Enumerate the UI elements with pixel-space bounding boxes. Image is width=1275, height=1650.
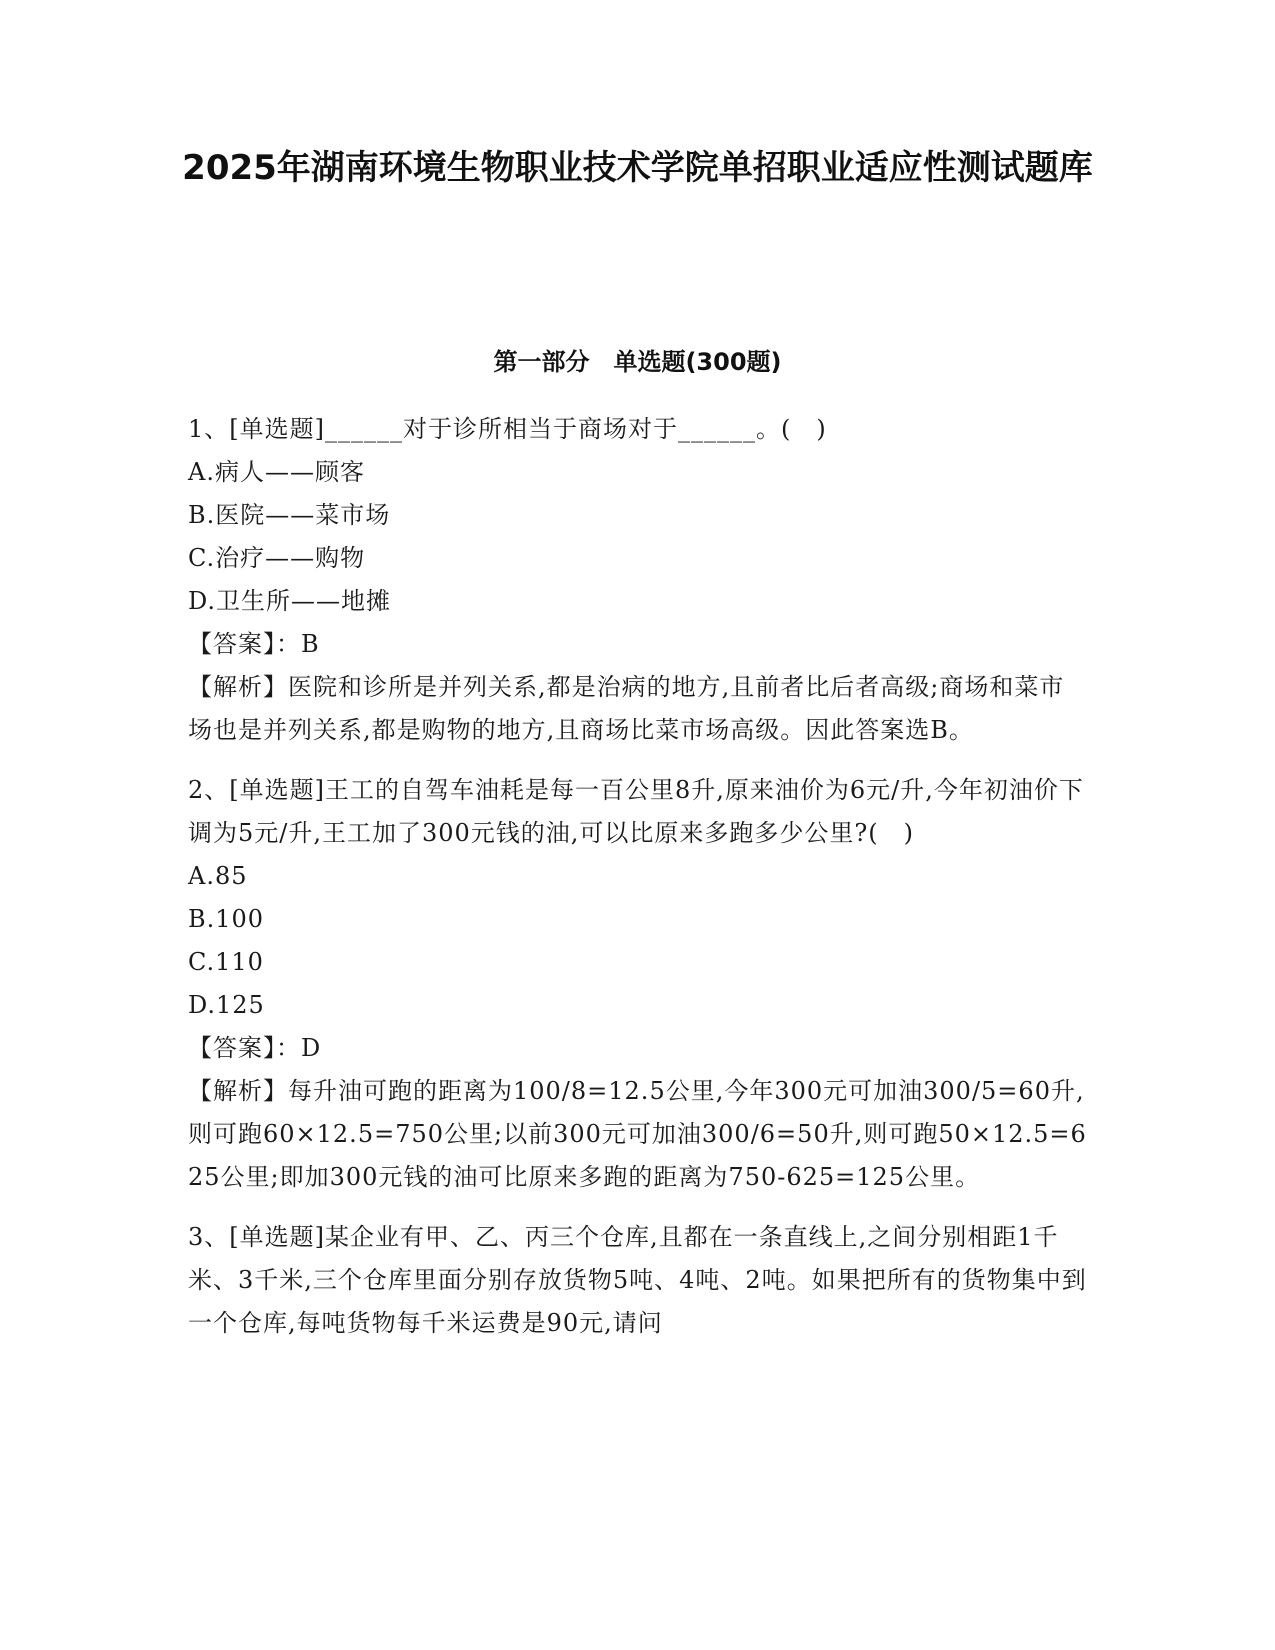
analysis-paragraph: 【解析】每升油可跑的距离为100/8=12.5公里,今年300元可加油300/5=60升,则可跑60×12.5=750公里;以前300元可加油300/6=50升,则可跑50×12.5=625公里;即加300元钱的油可比原来多跑的距离为750-625=125公里。	[188, 1077, 1087, 1191]
option-b: B.100	[188, 905, 265, 933]
question-1	[188, 408, 1088, 752]
question-2	[188, 769, 1088, 1199]
question-list	[188, 408, 1088, 1362]
section-heading: 第一部分 单选题(300题)	[493, 348, 782, 376]
option-c: C.治疗——购物	[188, 544, 366, 572]
answer-line: 【答案】：D	[188, 1034, 322, 1062]
option-c: C.110	[188, 948, 264, 976]
question-stem: 2、[单选题]王工的自驾车油耗是每一百公里8升,原来油价为6元/升,今年初油价下调为5元/升,王工加了300元钱的油,可以比原来多跑多少公里?( )	[188, 776, 1084, 847]
analysis-paragraph: 【解析】医院和诊所是并列关系,都是治病的地方,且前者比后者高级;商场和菜市场也是并列关系,都是购物的地方,且商场比菜市场高级。因此答案选B。	[188, 673, 1065, 744]
option-a: A.病人——顾客	[188, 458, 365, 486]
document-title: 2025年湖南环境生物职业技术学院单招职业适应性测试题库	[182, 148, 1093, 188]
question-stem: 3、[单选题]某企业有甲、乙、丙三个仓库,且都在一条直线上,之间分别相距1千米、3千米,三个仓库里面分别存放货物5吨、4吨、2吨。如果把所有的货物集中到一个仓库,每吨货物每千米运费是90元,请问	[188, 1223, 1087, 1337]
option-a: A.85	[188, 862, 248, 890]
question-3	[188, 1216, 1088, 1345]
option-d: D.卫生所——地摊	[188, 587, 392, 615]
option-b: B.医院——菜市场	[188, 501, 391, 529]
answer-line: 【答案】：B	[188, 630, 320, 658]
question-stem: 1、[单选题]______对于诊所相当于商场对于______。( )	[188, 415, 827, 443]
option-d: D.125	[188, 991, 265, 1019]
